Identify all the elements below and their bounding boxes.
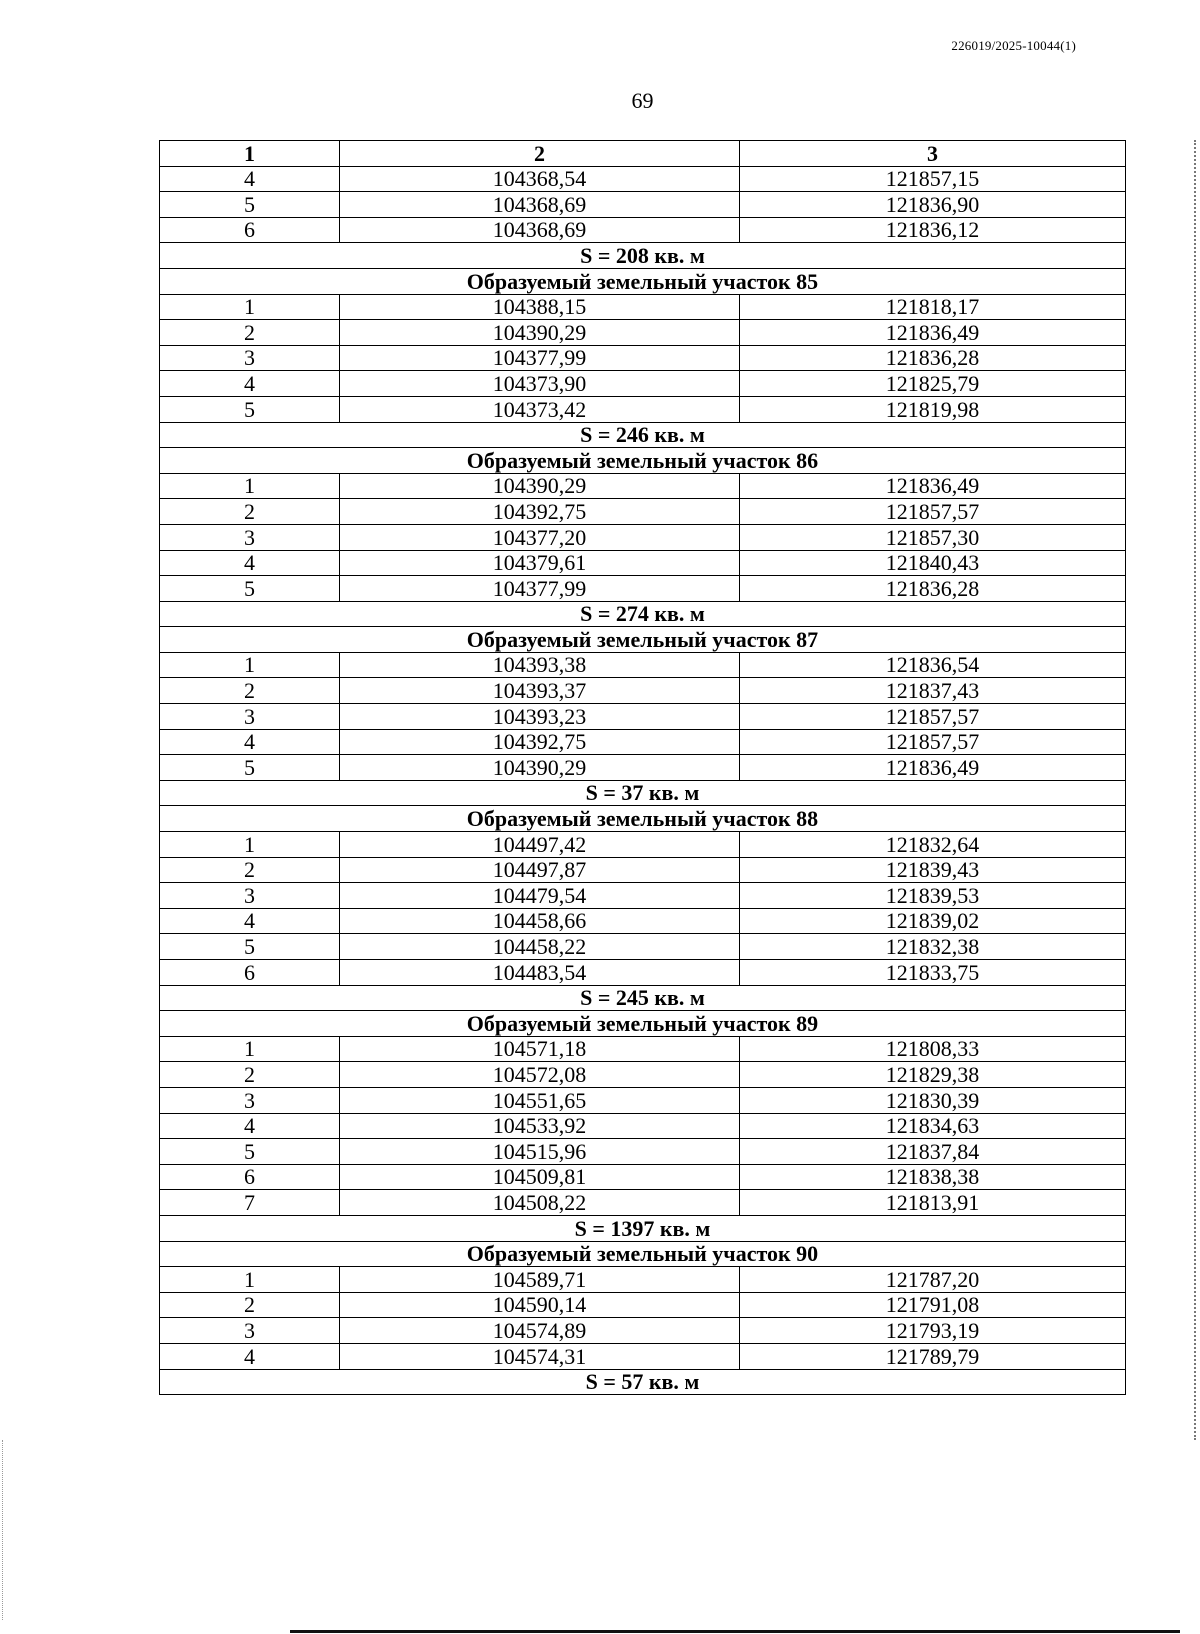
point-number-cell: 3 [160,704,340,730]
parcel-title: Образуемый земельный участок 90 [160,1241,1126,1267]
coord-x-cell: 104589,71 [340,1267,740,1293]
scan-bottom-line [290,1630,1180,1633]
area-row [160,1369,1126,1395]
parcel-title: Образуемый земельный участок 88 [160,806,1126,832]
table-row [160,1318,1126,1344]
coord-y-cell: 121825,79 [740,371,1126,397]
header-col-3: 3 [740,141,1126,167]
point-number-cell: 5 [160,934,340,960]
point-number-cell: 6 [160,217,340,243]
coord-y-cell: 121837,84 [740,1139,1126,1165]
table-row [160,1113,1126,1139]
coord-x-cell: 104390,29 [340,320,740,346]
coord-x-cell: 104390,29 [340,755,740,781]
point-number-cell: 1 [160,1036,340,1062]
header-col-2: 2 [340,141,740,167]
parcel-title-row [160,806,1126,832]
table-row [160,1087,1126,1113]
coord-y-cell: 121836,12 [740,217,1126,243]
parcel-title: Образуемый земельный участок 87 [160,627,1126,653]
area-row [160,422,1126,448]
coord-x-cell: 104497,87 [340,857,740,883]
coord-x-cell: 104458,66 [340,908,740,934]
point-number-cell: 1 [160,473,340,499]
coord-y-cell: 121833,75 [740,960,1126,986]
table-row [160,345,1126,371]
coord-x-cell: 104377,99 [340,576,740,602]
table-row [160,192,1126,218]
coord-x-cell: 104392,75 [340,729,740,755]
coord-x-cell: 104388,15 [340,294,740,320]
coord-x-cell: 104590,14 [340,1292,740,1318]
parcel-title: Образуемый земельный участок 86 [160,448,1126,474]
area-row [160,985,1126,1011]
point-number-cell: 3 [160,883,340,909]
coord-x-cell: 104574,31 [340,1343,740,1369]
table-row [160,524,1126,550]
parcel-title-row [160,448,1126,474]
table-row [160,755,1126,781]
point-number-cell: 2 [160,857,340,883]
table-row [160,934,1126,960]
document-id: 226019/2025-10044(1) [951,38,1076,53]
table-row [160,1267,1126,1293]
point-number-cell: 3 [160,1318,340,1344]
table-row [160,652,1126,678]
page-number: 69 [631,88,654,113]
table-row [160,1164,1126,1190]
point-number-cell: 2 [160,320,340,346]
table-row [160,217,1126,243]
coord-y-cell: 121839,53 [740,883,1126,909]
point-number-cell: 1 [160,652,340,678]
point-number-cell: 4 [160,550,340,576]
point-number-cell: 5 [160,576,340,602]
point-number-cell: 1 [160,294,340,320]
area-row [160,780,1126,806]
parcel-title: Образуемый земельный участок 85 [160,268,1126,294]
point-number-cell: 2 [160,499,340,525]
table-row [160,320,1126,346]
table-header-row [160,141,1126,167]
coord-x-cell: 104479,54 [340,883,740,909]
coord-x-cell: 104571,18 [340,1036,740,1062]
table-row [160,678,1126,704]
table-row [160,396,1126,422]
coord-y-cell: 121813,91 [740,1190,1126,1216]
area-text: S = 1397 кв. м [160,1215,1126,1241]
table-row [160,857,1126,883]
table-row [160,1062,1126,1088]
scan-edge-artifact [1194,140,1198,1440]
parcel-title-row [160,1011,1126,1037]
point-number-cell: 5 [160,1139,340,1165]
coord-y-cell: 121830,39 [740,1087,1126,1113]
coord-x-cell: 104515,96 [340,1139,740,1165]
table-row [160,704,1126,730]
coord-y-cell: 121836,49 [740,320,1126,346]
coord-y-cell: 121829,38 [740,1062,1126,1088]
coord-y-cell: 121839,02 [740,908,1126,934]
parcel-title-row [160,627,1126,653]
area-text: S = 37 кв. м [160,780,1126,806]
coord-x-cell: 104551,65 [340,1087,740,1113]
area-text: S = 208 кв. м [160,243,1126,269]
coord-y-cell: 121836,49 [740,473,1126,499]
table-row [160,832,1126,858]
point-number-cell: 1 [160,1267,340,1293]
coord-y-cell: 121857,15 [740,166,1126,192]
coord-y-cell: 121836,28 [740,576,1126,602]
table-row [160,1139,1126,1165]
table-row [160,1292,1126,1318]
coord-x-cell: 104574,89 [340,1318,740,1344]
point-number-cell: 4 [160,908,340,934]
coord-y-cell: 121791,08 [740,1292,1126,1318]
coordinates-table [159,140,1126,1395]
area-text: S = 274 кв. м [160,601,1126,627]
point-number-cell: 4 [160,371,340,397]
point-number-cell: 3 [160,524,340,550]
coord-x-cell: 104483,54 [340,960,740,986]
coord-x-cell: 104497,42 [340,832,740,858]
area-row [160,601,1126,627]
coord-y-cell: 121838,38 [740,1164,1126,1190]
coord-x-cell: 104377,99 [340,345,740,371]
coord-y-cell: 121839,43 [740,857,1126,883]
table-row [160,908,1126,934]
table-row [160,371,1126,397]
coord-x-cell: 104458,22 [340,934,740,960]
coord-x-cell: 104373,90 [340,371,740,397]
coord-x-cell: 104533,92 [340,1113,740,1139]
coord-x-cell: 104509,81 [340,1164,740,1190]
parcel-title-row [160,1241,1126,1267]
coord-x-cell: 104393,37 [340,678,740,704]
coord-y-cell: 121857,57 [740,499,1126,525]
area-text: S = 245 кв. м [160,985,1126,1011]
table-row [160,473,1126,499]
point-number-cell: 4 [160,729,340,755]
coord-y-cell: 121857,57 [740,729,1126,755]
area-row [160,243,1126,269]
table-row [160,550,1126,576]
point-number-cell: 4 [160,166,340,192]
point-number-cell: 2 [160,1062,340,1088]
coord-y-cell: 121836,49 [740,755,1126,781]
coord-x-cell: 104390,29 [340,473,740,499]
coord-x-cell: 104393,38 [340,652,740,678]
point-number-cell: 3 [160,1087,340,1113]
point-number-cell: 7 [160,1190,340,1216]
coord-x-cell: 104368,69 [340,192,740,218]
table-row [160,1190,1126,1216]
table-row [160,166,1126,192]
coord-y-cell: 121840,43 [740,550,1126,576]
coord-y-cell: 121808,33 [740,1036,1126,1062]
coord-y-cell: 121834,63 [740,1113,1126,1139]
coord-x-cell: 104508,22 [340,1190,740,1216]
coord-x-cell: 104373,42 [340,396,740,422]
coord-x-cell: 104377,20 [340,524,740,550]
point-number-cell: 6 [160,1164,340,1190]
parcel-title: Образуемый земельный участок 89 [160,1011,1126,1037]
coord-y-cell: 121819,98 [740,396,1126,422]
coord-y-cell: 121793,19 [740,1318,1126,1344]
table-row [160,1036,1126,1062]
point-number-cell: 5 [160,192,340,218]
coord-y-cell: 121857,30 [740,524,1126,550]
coord-x-cell: 104392,75 [340,499,740,525]
point-number-cell: 4 [160,1113,340,1139]
coord-y-cell: 121789,79 [740,1343,1126,1369]
table-row [160,960,1126,986]
scan-edge-artifact-left [2,1440,4,1620]
coord-y-cell: 121818,17 [740,294,1126,320]
table-row [160,729,1126,755]
area-row [160,1215,1126,1241]
parcel-title-row [160,268,1126,294]
point-number-cell: 1 [160,832,340,858]
coord-y-cell: 121836,28 [740,345,1126,371]
point-number-cell: 6 [160,960,340,986]
table-row [160,883,1126,909]
coord-x-cell: 104379,61 [340,550,740,576]
table-row [160,499,1126,525]
table-row [160,576,1126,602]
coord-y-cell: 121832,64 [740,832,1126,858]
area-text: S = 246 кв. м [160,422,1126,448]
coord-y-cell: 121857,57 [740,704,1126,730]
coord-x-cell: 104368,54 [340,166,740,192]
coord-y-cell: 121836,90 [740,192,1126,218]
coord-x-cell: 104572,08 [340,1062,740,1088]
point-number-cell: 4 [160,1343,340,1369]
coord-y-cell: 121787,20 [740,1267,1126,1293]
area-text: S = 57 кв. м [160,1369,1126,1395]
coord-y-cell: 121832,38 [740,934,1126,960]
point-number-cell: 5 [160,396,340,422]
coord-y-cell: 121837,43 [740,678,1126,704]
header-col-1: 1 [160,141,340,167]
coordinates-table-body [160,141,1126,1395]
point-number-cell: 3 [160,345,340,371]
point-number-cell: 2 [160,678,340,704]
coord-x-cell: 104393,23 [340,704,740,730]
table-row [160,1343,1126,1369]
point-number-cell: 2 [160,1292,340,1318]
table-row [160,294,1126,320]
point-number-cell: 5 [160,755,340,781]
coord-y-cell: 121836,54 [740,652,1126,678]
coord-x-cell: 104368,69 [340,217,740,243]
